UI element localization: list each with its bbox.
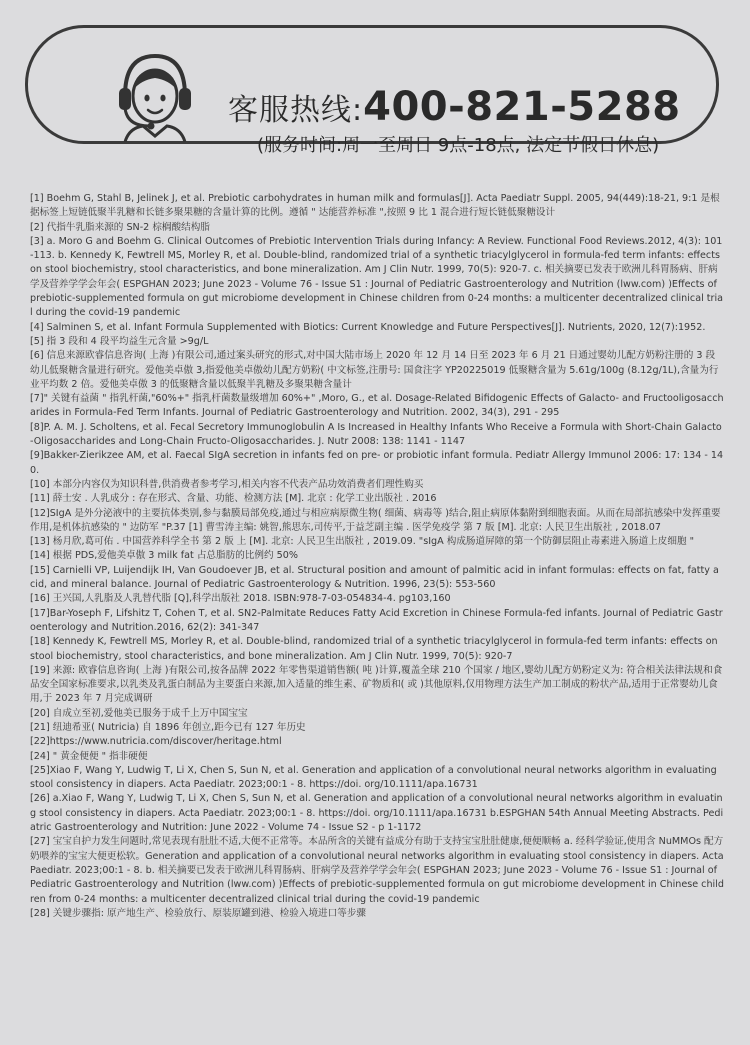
reference-item: [14] 根据 PDS,爱他美卓傲 3 milk fat 占总脂肪的比例约 50% (30, 550, 298, 562)
hotline-number[interactable]: 400-821-5288 (363, 84, 681, 130)
hotline-banner (25, 25, 719, 156)
reference-item: [24] " 黄金便便 " 指非硬便 (30, 750, 148, 762)
hotline-line (228, 84, 681, 130)
reference-item: [25]Xiao F, Wang Y, Ludwig T, Li X, Chen S, Sun N, et al. Generation and application of a convolutional neural networks algorithm in evaluating stool consistency in diapers. Acta Paediatr. 2023;00:1 - 8. https://doi. org/10.1111/apa.16731 (30, 764, 717, 791)
reference-item: [16] 王兴国,人乳脂及人乳替代脂 [Q],科学出版社 2018. ISBN:978-7-03-054834-4. pg103,160 (30, 593, 451, 605)
reference-item: [15] Carnielli VP, Luijendijk IH, Van Goudoever JB, et al. Structural position and amount of palmitic acid in infant formulas: effects on fat, fatty acid, and mineral balance. Journal of Pediatric Gastroenterology & Nutrition. 1996, 23(5): 553-560 (30, 564, 719, 591)
reference-item: [3] a. Moro G and Boehm G. Clinical Outcomes of Prebiotic Intervention Trials during Infancy: A Review. Functional Food Reviews.2012, 4(3): 101-113. b. Kennedy K, Fewtrell MS, Morley R, et al. Double-blind, randomized trial of a synthetic triacylglycerol in formula-fed term infants: effects on stool biochemistry, stool characteristics, and bone mineralization. Am J Clin Nutr. 1999, 70(5): 920-7. c. 相关摘要已发表于欧洲儿科胃肠病、肝病学及营养学学会年会( ESPGHAN 2023; June 2023 - Volume 76 - Issue S1 : Journal of Pediatric Gastroenterology and Nutrition (lww.com) )Effects of prebiotic-supplemented formula on gut microbiome development in Chinese children from 0-24 months: a multicenter decentralized clinical trial during the covid-19 pandemic (30, 235, 724, 319)
reference-item: [20] 自成立至初,爱他美已服务于成千上万中国宝宝 (30, 707, 248, 719)
reference-item: [12]SIgA 是外分泌液中的主要抗体类别,参与黏膜局部免疫,通过与相应病原微生物( 细菌、病毒等 )结合,阻止病原体黏附到细胞表面。从而在局部抗感染中发挥重要作用,是机体抗感染的 " 边防军 "P.37 [1] 曹雪涛主编: 姚智,熊思东,司传平,于益芝副主编 . 医学免疫学 第 7 版 [M]. 北京: 人民卫生出版社 , 2018.07 (30, 507, 721, 533)
reference-item: [21] 纽迪希亚( Nutricia) 自 1896 年创立,距今已有 127 年历史 (30, 721, 306, 733)
reference-item: [4] Salminen S, et al. Infant Formula Supplemented with Biotics: Current Knowledge and Future Perspectives[J]. Nutrients, 2020, 12(7):1952. (30, 321, 706, 333)
references-list (30, 192, 724, 921)
customer-service-agent-icon (111, 46, 199, 142)
service-hours: (服务时间:周一至周日 9点-18点, 法定节假日休息) (257, 135, 660, 156)
reference-item: [7]" 关键有益菌 " 指乳杆菌,"60%+" 指乳杆菌数量级增加 60%+" ,Moro, G., et al. Dosage-Related Bifidogenic Effects of Galacto- and Fructooligosaccharides in Formula-Fed Term Infants. Journal of Pediatric Gastroenterology and Nutrition. 2002, 34(3), 291 - 295 (30, 393, 724, 419)
reference-item: [8]P. A. M. J. Scholtens, et al. Fecal Secretory Immunoglobulin A Is Increased in Healthy Infants Who Receive a Formula with Short-Chain Galacto-Oligosaccharides and Long-Chain Fructo-Oligosaccharides. J. Nutr 2008: 138: 1141 - 1147 (30, 421, 722, 448)
reference-item: [13] 杨月欣,葛可佑 . 中国营养科学全书 第 2 版 上 [M]. 北京: 人民卫生出版社 , 2019.09. "sIgA 构成肠道屏障的第一个防御层阻止毒素进入肠道上皮细胞 " (30, 536, 695, 548)
reference-item: [5] 指 3 段和 4 段平均益生元含量 >9g/L (30, 335, 209, 347)
reference-item: [2] 代指牛乳脂来源的 SN-2 棕榈酸结构脂 (30, 221, 210, 233)
reference-item: [28] 关键步骤指: 原产地生产、检验放行、原装原罐到港、检验入境进口等步骤 (30, 907, 367, 919)
reference-item: [6] 信息来源欧睿信息咨询( 上海 )有限公司,通过案头研究的形式,对中国大陆市场上 2020 年 12 月 14 日至 2023 年 6 月 21 日通过婴幼儿配方奶粉注册的 3 段幼儿低聚糖含量进行研究。爱他美卓傲 3,指爱他美卓傲幼儿配方奶粉( 中文标签,注册号: 国食注字 YP20225019 低聚糖含量为 5.61g/100g (8.12g/1L),含量为行业平均数 2 倍。爱他美卓傲 3 的低聚糖含量以低聚半乳糖及多聚果糖含量计 (30, 350, 719, 390)
reference-item: [11] 薛士安 . 人乳成分 : 存在形式、含量、功能、检测方法 [M]. 北京 : 化学工业出版社 . 2016 (30, 493, 437, 505)
reference-item: [27] 宝宝自护力发生问题时,常见表现有肚肚不适,大便不正常等。本品所含的关键有益成分有助于支持宝宝肚肚健康,便便顺畅 a. 经科学验证,使用含 NuMMOs 配方奶喂养的宝宝大便更松软。Generation and application of a convolutional neural networks algorithm in evaluating stool consistency in diapers. Acta Paediatr. 2023;00:1 - 8. b. 相关摘要已发表于欧洲儿科胃肠病、肝病学及营养学学会年会( ESPGHAN 2023; June 2023 - Volume 76 - Issue S1 : Journal of Pediatric Gastroenterology and Nutrition (lww.com) )Effects of prebiotic-supplemented formula on gut microbiome development in Chinese children from 0-24 months: a multicenter decentralized clinical trial during the covid-19 pandemic (30, 836, 724, 905)
reference-item: [19] 来源: 欧睿信息咨询( 上海 )有限公司,按各品牌 2022 年零售渠道销售额( 吨 )计算,覆盖全球 210 个国家 / 地区,婴幼儿配方奶粉定义为: 符合相关法律法规和食品安全国家标准要求,以乳类及乳蛋白制品为主要蛋白来源,加入适量的维生素、矿物质和( 或 )其他原料,仅用物理方法生产加工制成的粉状产品,适用于正常婴幼儿食用,于 2023 年 7 月完成调研 (30, 664, 723, 705)
hotline-label: 客服热线: (228, 93, 364, 128)
reference-item: [22]https://www.nutricia.com/discover/heritage.html (30, 736, 282, 748)
reference-item: [1] Boehm G, Stahl B, Jelinek J, et al. Prebiotic carbohydrates in human milk and formulas[J]. Acta Paediatr Suppl. 2005, 94(449):18-21, 9:1 是根据标签上短链低聚半乳糖和长链多聚果糖的含量计算的比例。遵循 " 达能营养标准 ",按照 9 比 1 混合进行短长链低聚糖设计 (30, 193, 720, 219)
reference-item: [9]Bakker-Zierikzee AM, et al. Faecal SIgA secretion in infants fed on pre- or probiotic infant formula. Pediatr Allergy Immunol 2006: 17: 134 - 140. (30, 450, 724, 476)
reference-item: [17]Bar-Yoseph F, Lifshitz T, Cohen T, et al. SN2-Palmitate Reduces Fatty Acid Excretion in Chinese Formula-fed infants. Journal of Pediatric Gastroenterology and Nutrition.2016, 62(2): 341-347 (30, 607, 723, 633)
reference-item: [26] a.Xiao F, Wang Y, Ludwig T, Li X, Chen S, Sun N, et al. Generation and application of a convolutional neural networks algorithm in evaluating stool consistency in diapers. Acta Paediatr. 2023;00:1 - 8. https://doi. org/10.1111/apa.16731 b.ESPGHAN 54th Annual Meeting Abstracts. Pediatric Gastroenterology and Nutrition: June 2022 - Volume 74 - Issue S2 - p 1-1172 (30, 793, 724, 834)
reference-item: [18] Kennedy K, Fewtrell MS, Morley R, et al. Double-blind, randomized trial of a synthetic triacylglycerol in formula-fed term infants: effects on stool biochemistry, stool characteristics, and bone mineralization. Am J Clin Nutr. 1999, 70(5): 920-7 (30, 636, 718, 662)
reference-item: [10] 本部分内容仅为知识科普,供消费者参考学习,相关内容不代表产品功效消费者们理性购买 (30, 478, 424, 490)
